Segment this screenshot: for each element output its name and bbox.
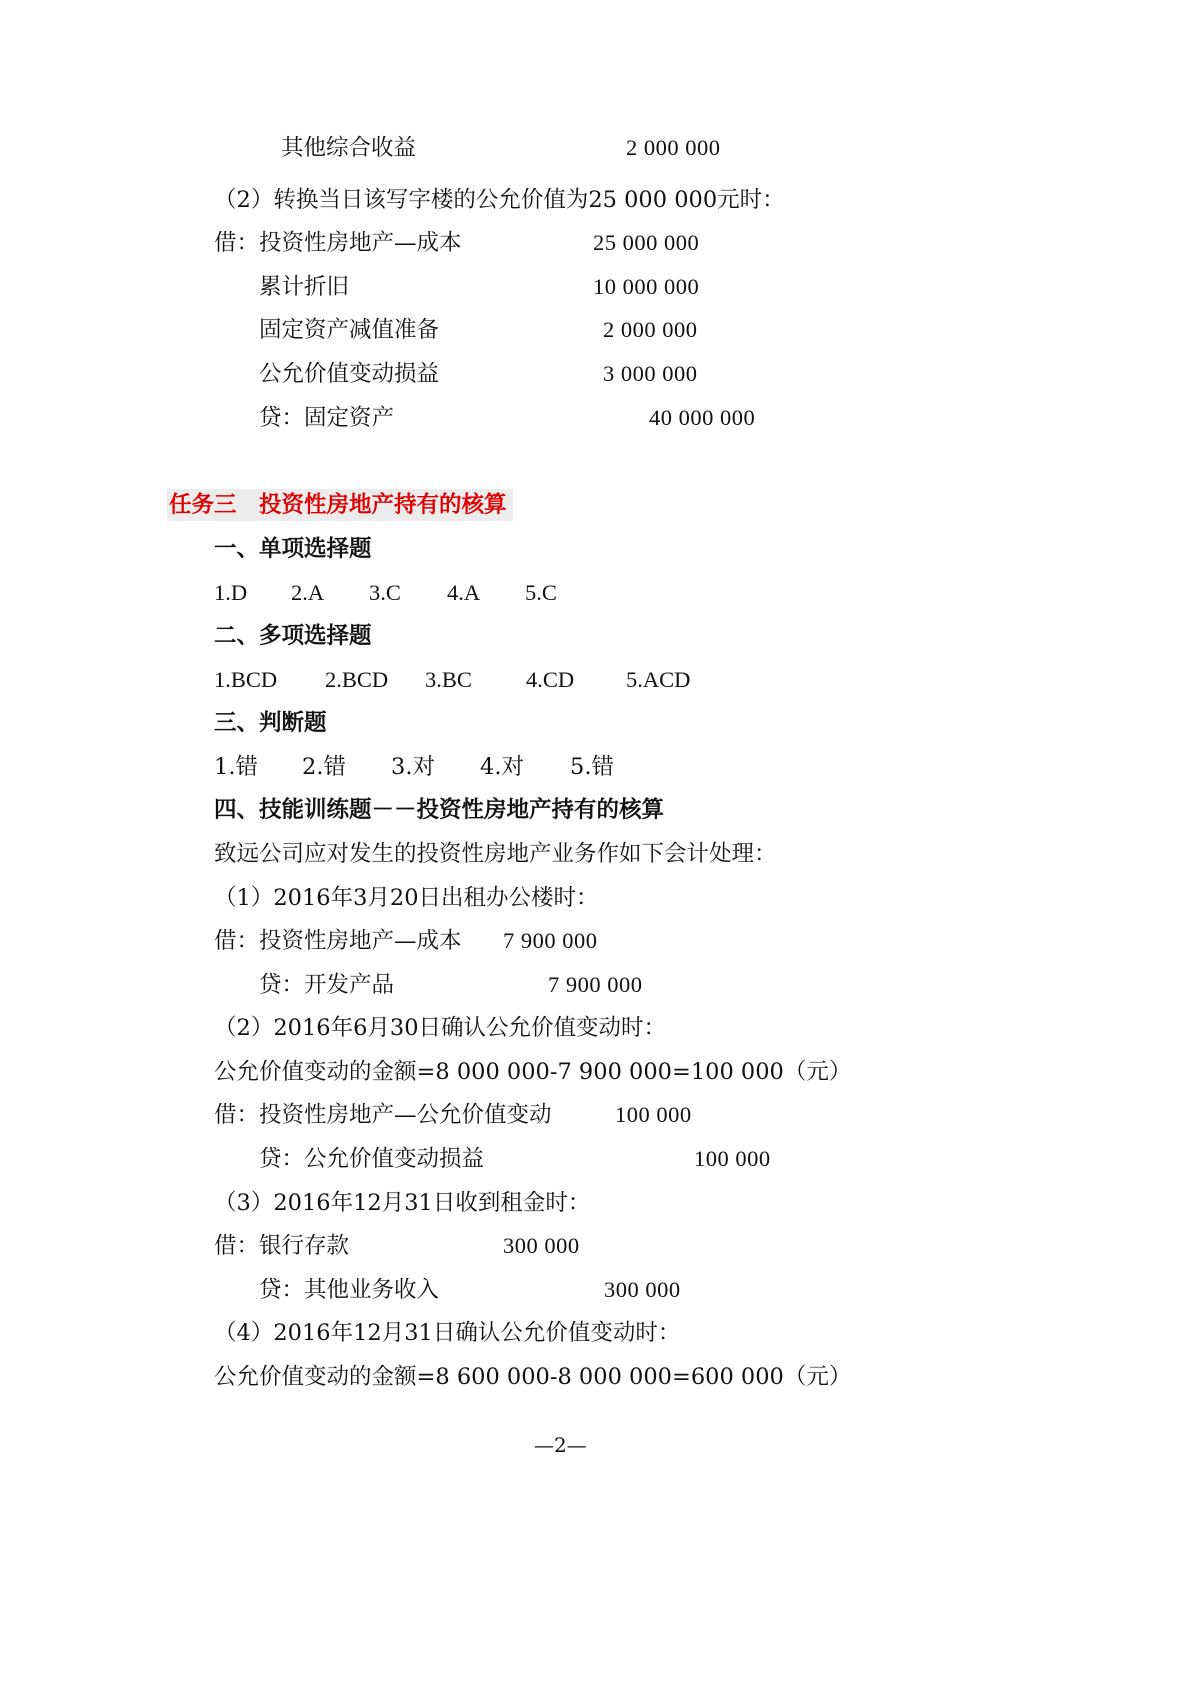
journal-line-label: 贷：公允价值变动损益 — [259, 1146, 485, 1172]
section-heading-single-choice: 一、单项选择题 — [214, 536, 372, 562]
task-title: 任务三 投资性房地产持有的核算 — [167, 489, 513, 521]
journal-line-label: 借：投资性房地产—成本 — [214, 928, 462, 954]
journal-line-amount: 300 000 — [604, 1277, 681, 1302]
answer-item: 3.BC — [425, 667, 472, 692]
calculation-line: 公允价值变动的金额=8 600 000-8 000 000=600 000（元） — [214, 1364, 852, 1390]
journal-line-amount: 2 000 000 — [626, 135, 721, 160]
journal-line-amount: 2 000 000 — [603, 317, 698, 342]
section-heading-skill: 四、技能训练题－－投资性房地产持有的核算 — [214, 797, 665, 823]
section-heading-judgment: 三、判断题 — [214, 710, 327, 736]
entry-title: （1）2016年3月20日出租办公楼时： — [214, 885, 599, 911]
answer-item: 2.BCD — [325, 667, 389, 692]
entry-title: （4）2016年12月31日确认公允价值变动时： — [214, 1320, 681, 1346]
journal-line-amount: 25 000 000 — [593, 230, 700, 255]
answer-item: 5.C — [525, 580, 557, 605]
journal-line-amount: 7 900 000 — [548, 972, 643, 997]
answer-item: 4.CD — [526, 667, 575, 692]
journal-line-amount: 10 000 000 — [593, 274, 700, 299]
answer-item: 3.C — [369, 580, 401, 605]
journal-line-label: 贷：开发产品 — [259, 972, 395, 998]
journal-line-amount: 7 900 000 — [503, 928, 598, 953]
skill-intro: 致远公司应对发生的投资性房地产业务作如下会计处理： — [214, 841, 777, 867]
page-number: —2— — [534, 1433, 587, 1457]
journal-line-label: 公允价值变动损益 — [259, 361, 440, 387]
journal-line-label: 贷：其他业务收入 — [259, 1277, 440, 1303]
answer-item: 3.对 — [391, 754, 435, 780]
entry-title: （3）2016年12月31日收到租金时： — [214, 1190, 591, 1216]
answer-item: 5.错 — [570, 754, 614, 780]
journal-line-amount: 100 000 — [615, 1102, 692, 1127]
answer-item: 4.A — [447, 580, 481, 605]
section-heading-multi-choice: 二、多项选择题 — [214, 623, 372, 649]
journal-line-label: 固定资产减值准备 — [259, 317, 440, 343]
journal-line-amount: 100 000 — [694, 1146, 771, 1171]
entry-title: （2）2016年6月30日确认公允价值变动时： — [214, 1015, 667, 1041]
journal-line-amount: 300 000 — [503, 1233, 580, 1258]
answer-item: 2.错 — [302, 754, 346, 780]
journal-line-label: 贷：固定资产 — [259, 405, 395, 431]
journal-line-label: 借：投资性房地产—成本 — [214, 230, 462, 256]
journal-line-label: 借：银行存款 — [214, 1233, 350, 1259]
answer-item: 1.错 — [214, 754, 258, 780]
journal-line-label: 累计折旧 — [259, 274, 350, 300]
answer-item: 4.对 — [480, 754, 524, 780]
answer-item: 1.D — [214, 580, 248, 605]
answer-item: 2.A — [291, 580, 325, 605]
answer-item: 5.ACD — [626, 667, 691, 692]
journal-line-label: 其他综合收益 — [281, 135, 417, 161]
journal-line-amount: 3 000 000 — [603, 361, 698, 386]
answer-item: 1.BCD — [214, 667, 278, 692]
journal-line-label: 借：投资性房地产—公允价值变动 — [214, 1102, 552, 1128]
case2-title: （2）转换当日该写字楼的公允价值为25 000 000元时： — [214, 187, 785, 213]
calculation-line: 公允价值变动的金额=8 000 000-7 900 000=100 000（元） — [214, 1059, 852, 1085]
journal-line-amount: 40 000 000 — [649, 405, 756, 430]
